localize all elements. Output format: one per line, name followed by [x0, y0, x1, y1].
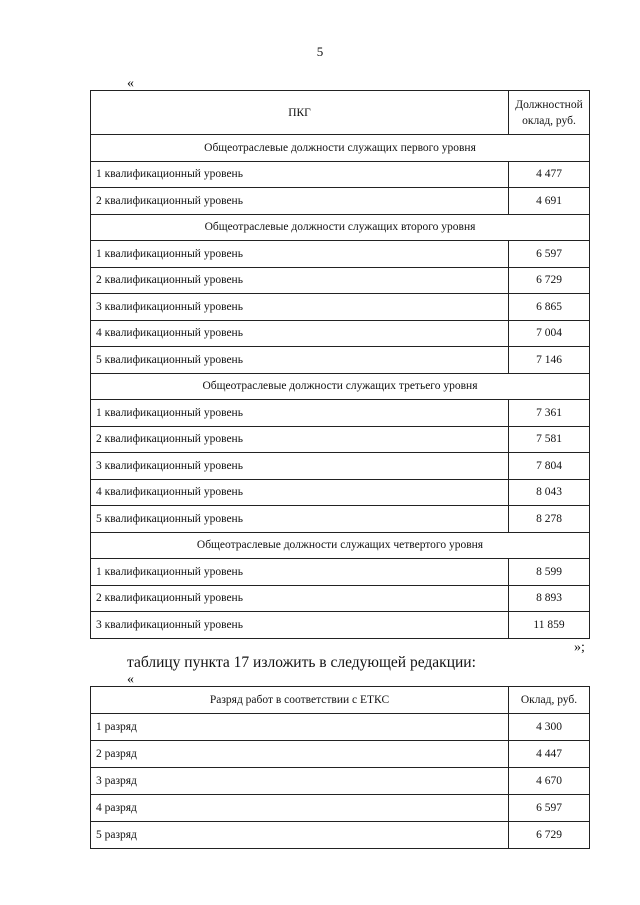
salary-value: 7 004	[509, 320, 590, 347]
group-title: Общеотраслевые должности служащих третьего уровня	[91, 373, 590, 400]
table-row	[91, 188, 590, 215]
salary-value: 11 859	[509, 612, 590, 639]
salary-value: 6 729	[509, 267, 590, 294]
salary-value: 7 361	[509, 400, 590, 427]
group-row	[91, 532, 590, 559]
salary-value: 4 447	[509, 741, 590, 768]
table-row	[91, 453, 590, 480]
salary-value: 8 043	[509, 479, 590, 506]
group-title: Общеотраслевые должности служащих второго уровня	[91, 214, 590, 241]
rank-label: 3 разряд	[91, 768, 509, 795]
qualification-level: 4 квалификационный уровень	[91, 320, 509, 347]
qualification-level: 4 квалификационный уровень	[91, 479, 509, 506]
table-row	[91, 267, 590, 294]
salary-value: 4 691	[509, 188, 590, 215]
open-quote-2: «	[127, 672, 134, 687]
qualification-level: 5 квалификационный уровень	[91, 347, 509, 374]
table-row	[91, 294, 590, 321]
table-row	[91, 400, 590, 427]
table-row	[91, 795, 590, 822]
rank-label: 1 разряд	[91, 714, 509, 741]
open-quote-1: «	[127, 76, 134, 91]
header-pkg: ПКГ	[91, 91, 509, 135]
salary-value: 8 893	[509, 585, 590, 612]
table-row	[91, 426, 590, 453]
qualification-level: 3 квалификационный уровень	[91, 453, 509, 480]
rank-label: 5 разряд	[91, 822, 509, 849]
salary-value: 4 300	[509, 714, 590, 741]
qualification-level: 2 квалификационный уровень	[91, 426, 509, 453]
group-title: Общеотраслевые должности служащих четвертого уровня	[91, 532, 590, 559]
qualification-level: 1 квалификационный уровень	[91, 161, 509, 188]
qualification-level: 1 квалификационный уровень	[91, 241, 509, 268]
closing-mark: »;	[574, 640, 585, 655]
salary-value: 6 597	[509, 241, 590, 268]
qualification-level: 1 квалификационный уровень	[91, 400, 509, 427]
table-row	[91, 241, 590, 268]
table-row	[91, 714, 590, 741]
salary-value: 7 804	[509, 453, 590, 480]
group-row	[91, 214, 590, 241]
rank-label: 4 разряд	[91, 795, 509, 822]
salary-value: 8 599	[509, 559, 590, 586]
salary-value: 4 477	[509, 161, 590, 188]
table-row	[91, 320, 590, 347]
qualification-level: 1 квалификационный уровень	[91, 559, 509, 586]
table-row	[91, 161, 590, 188]
qualification-level: 2 квалификационный уровень	[91, 188, 509, 215]
instruction-text: таблицу пункта 17 изложить в следующей редакции:	[127, 654, 476, 671]
group-row	[91, 373, 590, 400]
qualification-level: 5 квалификационный уровень	[91, 506, 509, 533]
header-salary: Оклад, руб.	[509, 687, 590, 714]
rank-label: 2 разряд	[91, 741, 509, 768]
table-row	[91, 479, 590, 506]
salary-value: 6 865	[509, 294, 590, 321]
table-row	[91, 768, 590, 795]
qualification-level: 3 квалификационный уровень	[91, 294, 509, 321]
salary-table-etks	[90, 686, 590, 849]
table-row	[91, 822, 590, 849]
header-salary: Должностной оклад, руб.	[509, 91, 590, 135]
salary-value: 7 581	[509, 426, 590, 453]
table-row	[91, 559, 590, 586]
table-row	[91, 585, 590, 612]
qualification-level: 3 квалификационный уровень	[91, 612, 509, 639]
table-row	[91, 741, 590, 768]
salary-table-pkg	[90, 90, 590, 639]
table-row	[91, 506, 590, 533]
table-row	[91, 347, 590, 374]
salary-value: 6 597	[509, 795, 590, 822]
qualification-level: 2 квалификационный уровень	[91, 585, 509, 612]
header-rank: Разряд работ в соответствии с ЕТКС	[91, 687, 509, 714]
page-number: 5	[316, 44, 324, 59]
group-title: Общеотраслевые должности служащих первого уровня	[91, 135, 590, 162]
qualification-level: 2 квалификационный уровень	[91, 267, 509, 294]
salary-value: 7 146	[509, 347, 590, 374]
table-row	[91, 612, 590, 639]
salary-value: 6 729	[509, 822, 590, 849]
salary-value: 8 278	[509, 506, 590, 533]
salary-value: 4 670	[509, 768, 590, 795]
group-row	[91, 135, 590, 162]
